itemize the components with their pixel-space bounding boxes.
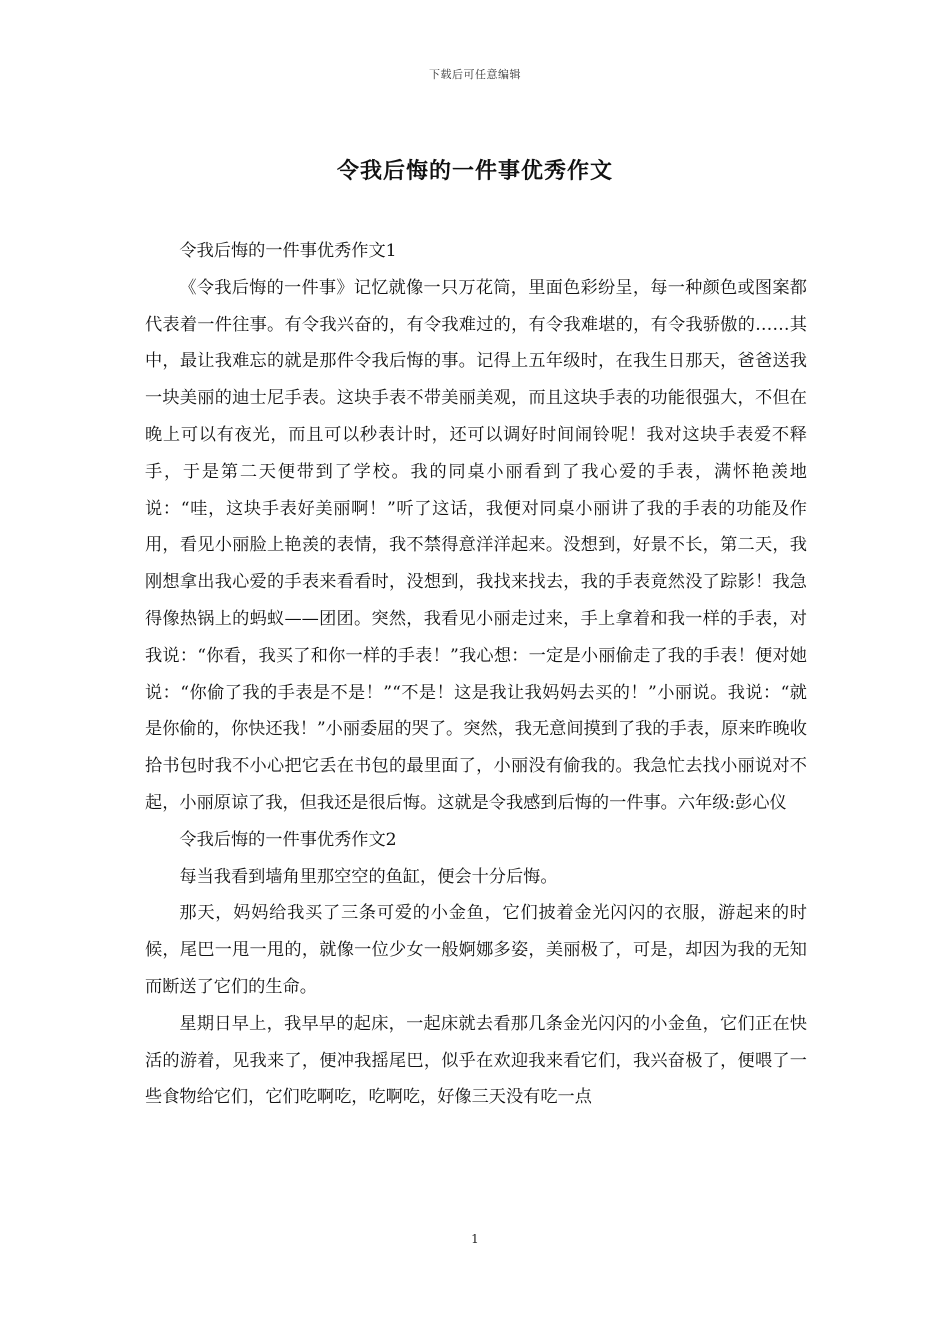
document-title: 令我后悔的一件事优秀作文 xyxy=(336,158,613,184)
section-heading-2: 令我后悔的一件事优秀作文2 xyxy=(179,829,397,850)
essay-2-paragraph-2: 那天，妈妈给我买了三条可爱的小金鱼，它们披着金光闪闪的衣服，游起来的时候，尾巴一甩一甩的，就像一位少女一般婀娜多姿，美丽极了，可是，却因为我的无知而断送了它们的生命。 xyxy=(145,903,807,997)
essay-2-paragraph-3: 星期日早上，我早早的起床，一起床就去看那几条金光闪闪的小金鱼，它们正在快活的游着，见我来了，便冲我摇尾巴，似乎在欢迎我来看它们，我兴奋极了，便喂了一些食物给它们，它们吃啊吃，吃啊吃，好像三天没有吃一点 xyxy=(145,1013,807,1108)
header-note: 下载后可任意编辑 xyxy=(429,68,521,81)
page-number: 1 xyxy=(471,1232,479,1246)
essay-1-paragraph: 《令我后悔的一件事》记忆就像一只万花筒，里面色彩纷呈，每一种颜色或图案都代表着一件往事。有令我兴奋的，有令我难过的，有令我难堪的，有令我骄傲的……其中，最让我难忘的就是那件令我后悔的事。记得上五年级时，在我生日那天，爸爸送我一块美丽的迪士尼手表。这块手表不带美丽美观，而且这块手表的功能很强大，不但在晚上可以有夜光，而且可以秒表计时，还可以调好时间闹铃呢！我对这块手表爱不释手，于是第二天便带到了学校。我的同桌小丽看到了我心爱的手表，满怀艳羡地说：“哇，这块手表好美丽啊！”听了这话，我便对同桌小丽讲了我的手表的功能及作用，看见小丽脸上艳羡的表情，我不禁得意洋洋起来。没想到，好景不长，第二天，我刚想拿出我心爱的手表来看看时，没想到，我找来找去，我的手表竟然没了踪影！我急得像热锅上的蚂蚁——团团。突然，我看见小丽走过来，手上拿着和我一样的手表，对我说：“你看，我买了和你一样的手表！”我心想：一定是小丽偷走了我的手表！便对她说：“你偷了我的手表是不是！”“不是！这是我让我妈妈去买的！”小丽说。我说：“就是你偷的，你快还我！”小丽委屈的哭了。突然，我无意间摸到了我的手表，原来昨晚收拾书包时我不小心把它丢在书包的最里面了，小丽没有偷我的。我急忙去找小丽说对不起，小丽原谅了我，但我还是很后悔。这就是令我感到后悔的一件事。六年级:彭心仪 xyxy=(145,277,807,813)
essay-2-paragraph-1: 每当我看到墙角里那空空的鱼缸，便会十分后悔。 xyxy=(179,866,558,887)
section-heading-1: 令我后悔的一件事优秀作文1 xyxy=(179,241,397,261)
document-body xyxy=(145,233,807,1116)
